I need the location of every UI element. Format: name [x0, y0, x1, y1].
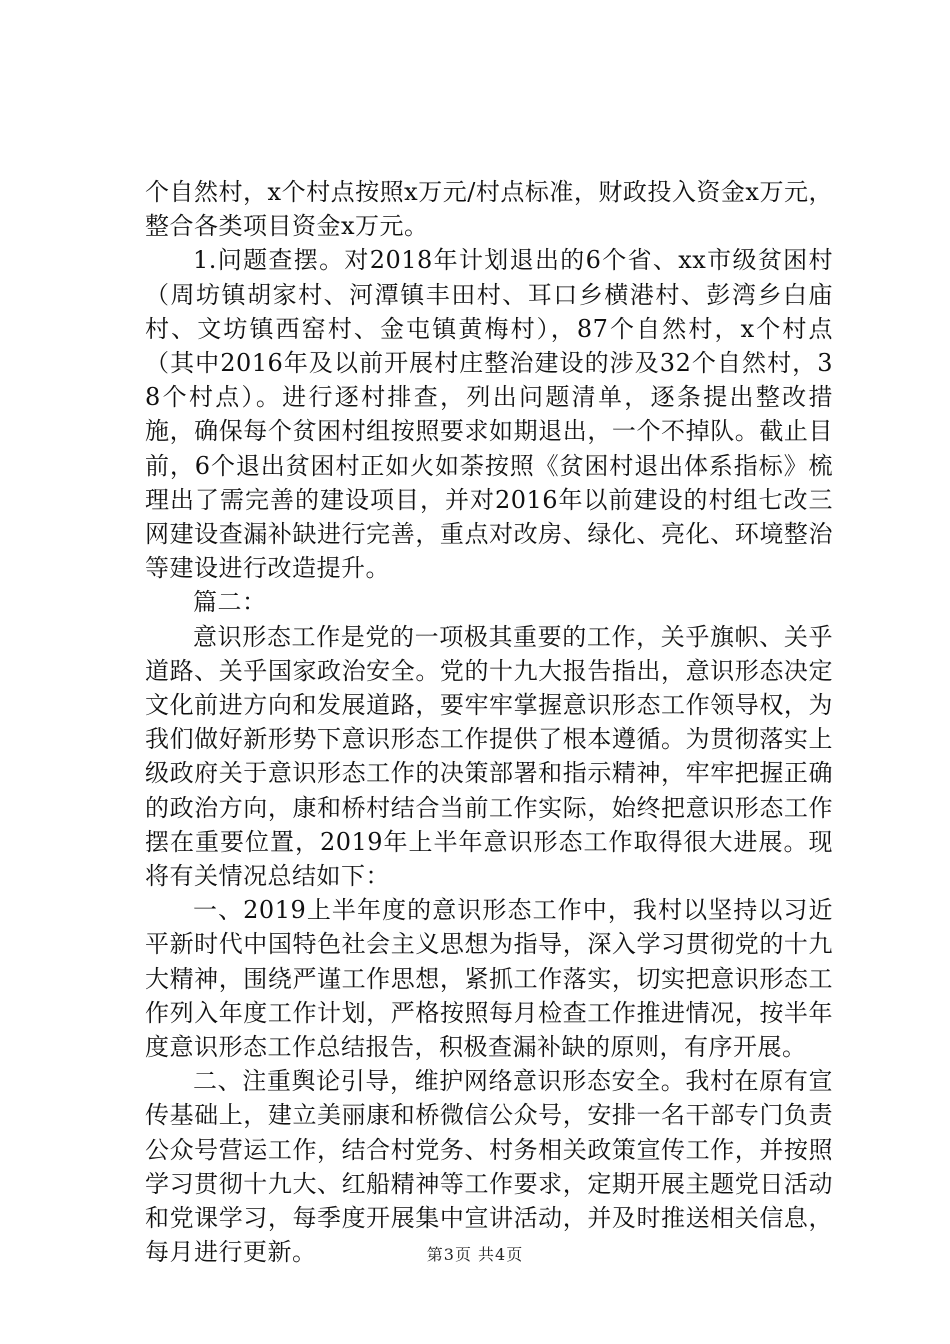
document-body [145, 175, 833, 1270]
paragraph-problem-review: 1.问题查摆。对2018年计划退出的6个省、xx市级贫困村（周坊镇胡家村、河潭镇丰田村、耳口乡横港村、彭湾乡白庙村、文坊镇西窑村、金屯镇黄梅村），87个自然村，x个村点（其中2016年及以前开展村庄整治建设的涉及32个自然村，38个村点）。进行逐村排查，列出问题清单，逐条提出整改措施，确保每个贫困村组按照要求如期退出，一个不掉队。截止目前，6个退出贫困村正如火如荼按照《贫困村退出体系指标》梳理出了需完善的建设项目，并对2016年以前建设的村组七改三网建设查漏补缺进行完善，重点对改房、绿化、亮化、环境整治等建设进行改造提升。 [145, 246, 833, 583]
section-heading-part-two: 篇二： [193, 588, 267, 617]
paragraph-item-two: 二、注重舆论引导，维护网络意识形态安全。我村在原有宣传基础上，建立美丽康和桥微信公众号，安排一名干部专门负责公众号营运工作，结合村党务、村务相关政策宣传工作，并按照学习贯彻十九大、红船精神等工作要求，定期开展主题党日活动和党课学习，每季度开展集中宣讲活动，并及时推送相关信息，每月进行更新。 [145, 1067, 833, 1267]
page-footer: 第3页 共4页 [426, 1245, 524, 1264]
paragraph-item-one: 一、2019上半年度的意识形态工作中，我村以坚持以习近平新时代中国特色社会主义思想为指导，深入学习贯彻党的十九大精神，围绕严谨工作思想，紧抓工作落实，切实把意识形态工作列入年度工作计划，严格按照每月检查工作推进情况，按半年度意识形态工作总结报告，积极查漏补缺的原则，有序开展。 [145, 896, 833, 1062]
paragraph-continuation: 个自然村，x个村点按照x万元/村点标准，财政投入资金x万元，整合各类项目资金x万元。 [145, 178, 833, 241]
paragraph-ideology-intro: 意识形态工作是党的一项极其重要的工作，关乎旗帜、关乎道路、关乎国家政治安全。党的十九大报告指出，意识形态决定文化前进方向和发展道路，要牢牢掌握意识形态工作领导权，为我们做好新形势下意识形态工作提供了根本遵循。为贯彻落实上级政府关于意识形态工作的决策部署和指示精神，牢牢把握正确的政治方向，康和桥村结合当前工作实际，始终把意识形态工作摆在重要位置，2019年上半年意识形态工作取得很大进展。现将有关情况总结如下： [145, 622, 833, 891]
